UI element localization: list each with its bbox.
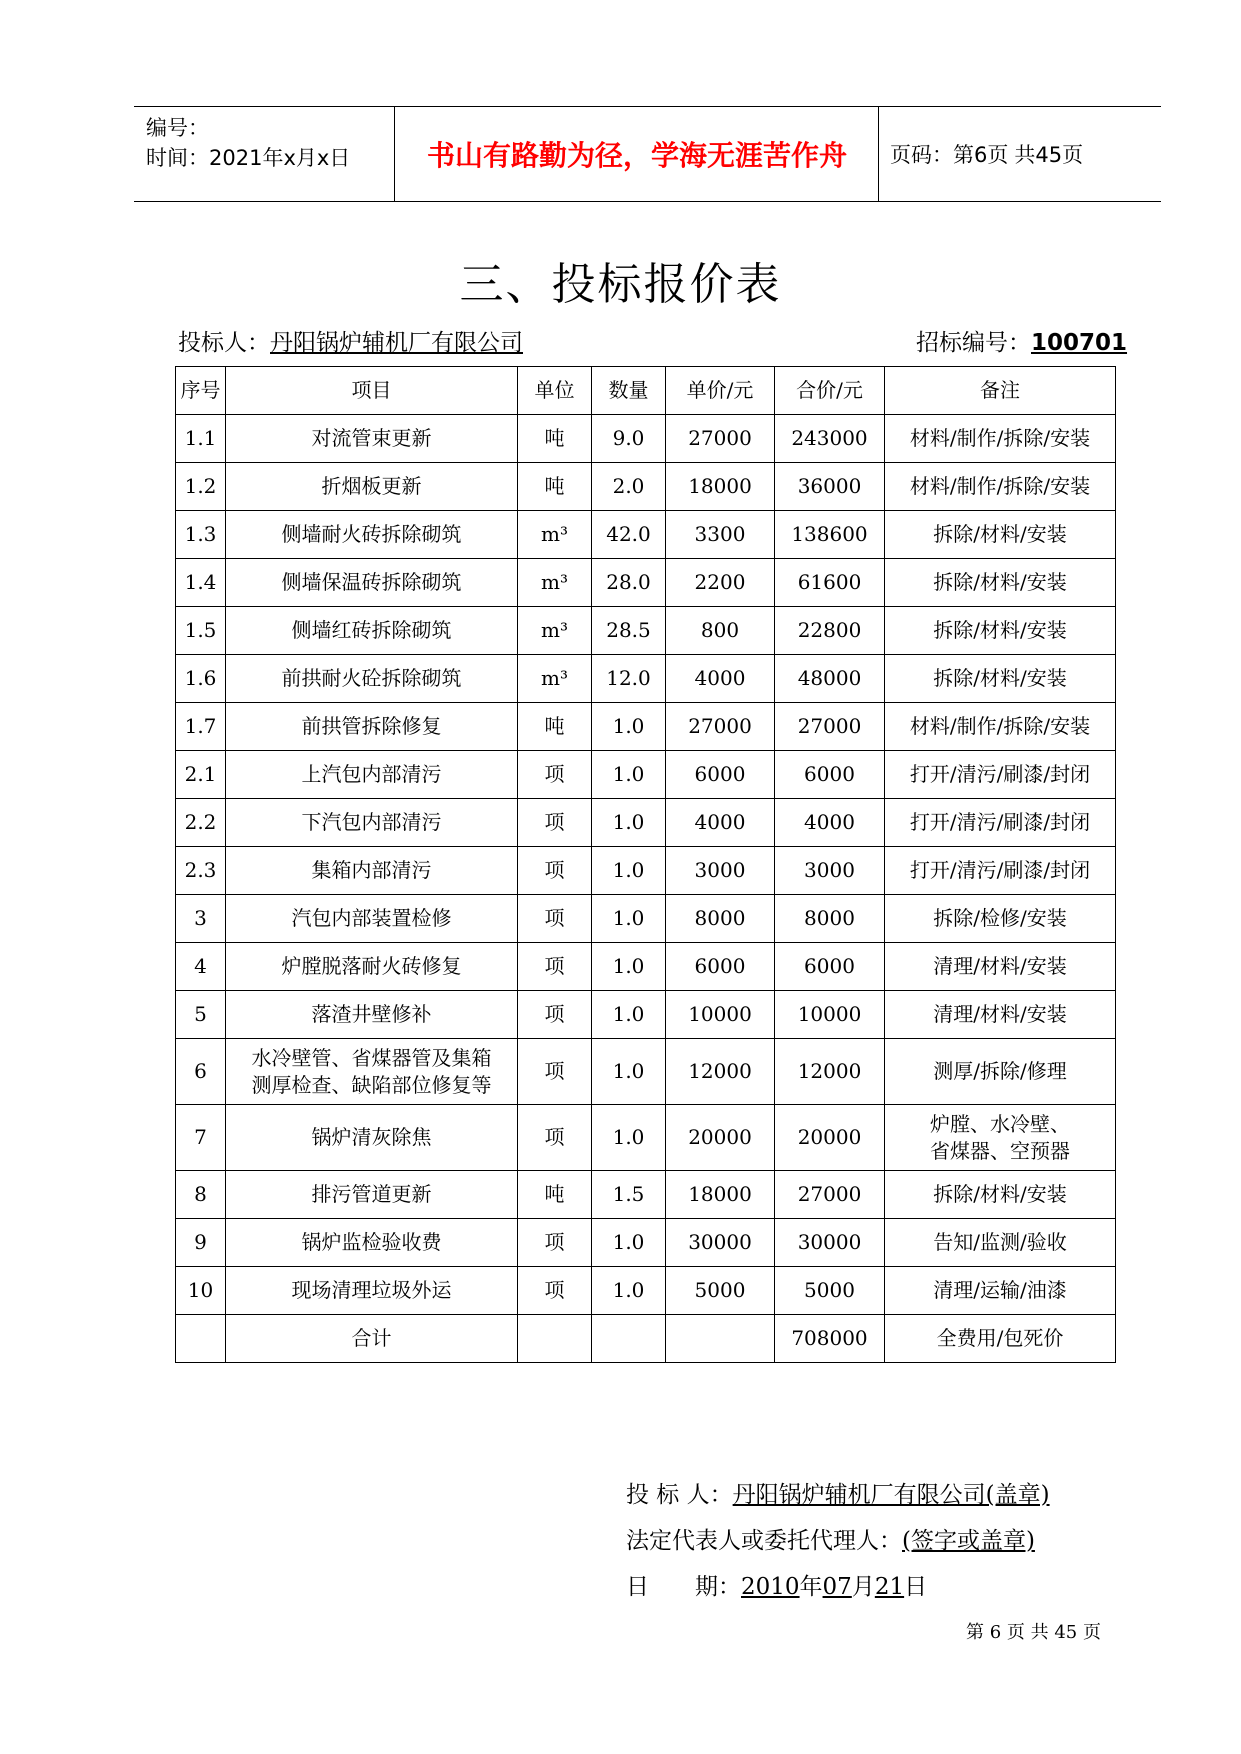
cell-amount: 243000 xyxy=(775,415,885,463)
cell-unit: 项 xyxy=(518,991,592,1039)
page-footer: 第 6 页 共 45 页 xyxy=(966,1622,1101,1643)
cell-unit: m³ xyxy=(518,655,592,703)
signature-rep-value: (签字或盖章) xyxy=(902,1528,1035,1554)
bidder-label: 投标人： xyxy=(178,330,270,356)
cell-unit: 项 xyxy=(518,847,592,895)
cell-no: 6 xyxy=(176,1039,226,1105)
cell-amount: 48000 xyxy=(775,655,885,703)
cell-unit-price: 18000 xyxy=(666,1171,775,1219)
cell-item: 上汽包内部清污 xyxy=(226,751,518,799)
cell-qty: 1.0 xyxy=(592,799,666,847)
page-header xyxy=(134,106,1161,202)
cell-qty: 1.5 xyxy=(592,1171,666,1219)
cell-note: 拆除/检修/安装 xyxy=(885,895,1116,943)
cell-note: 打开/清污/刷漆/封闭 xyxy=(885,799,1116,847)
cell-qty: 1.0 xyxy=(592,991,666,1039)
cell-note: 拆除/材料/安装 xyxy=(885,655,1116,703)
cell-item: 对流管束更新 xyxy=(226,415,518,463)
cell-note-line: 省煤器、空预器 xyxy=(930,1138,1070,1163)
cell-note: 拆除/材料/安装 xyxy=(885,511,1116,559)
cell-amount: 22800 xyxy=(775,607,885,655)
bidder-line xyxy=(178,324,523,357)
total-pages-label: 共45页 xyxy=(1014,143,1084,167)
cell-unit: 项 xyxy=(518,799,592,847)
cell-amount: 36000 xyxy=(775,463,885,511)
cell-unit-price: 2200 xyxy=(666,559,775,607)
table-row xyxy=(176,1171,1116,1219)
cell-amount: 6000 xyxy=(775,751,885,799)
cell-item: 侧墙保温砖拆除砌筑 xyxy=(226,559,518,607)
column-header: 项目 xyxy=(226,367,518,415)
signature-date-line xyxy=(626,1568,927,1601)
table-row xyxy=(176,799,1116,847)
cell-no: 2.2 xyxy=(176,799,226,847)
column-header: 序号 xyxy=(176,367,226,415)
total-label: 合计 xyxy=(226,1315,518,1363)
cell-amount: 20000 xyxy=(775,1105,885,1171)
cell-unit-price: 5000 xyxy=(666,1267,775,1315)
table-row xyxy=(176,703,1116,751)
cell-no: 7 xyxy=(176,1105,226,1171)
cell-item: 前拱耐火砼拆除砌筑 xyxy=(226,655,518,703)
table-row xyxy=(176,751,1116,799)
column-header: 单价/元 xyxy=(666,367,775,415)
cell-qty: 1.0 xyxy=(592,703,666,751)
table-row xyxy=(176,847,1116,895)
cell-unit: 项 xyxy=(518,1105,592,1171)
table-row xyxy=(176,1219,1116,1267)
total-note: 全费用/包死价 xyxy=(885,1315,1116,1363)
cell-qty: 1.0 xyxy=(592,751,666,799)
cell-unit: 项 xyxy=(518,1267,592,1315)
cell-qty: 28.5 xyxy=(592,607,666,655)
cell-item: 集箱内部清污 xyxy=(226,847,518,895)
cell-amount: 10000 xyxy=(775,991,885,1039)
cell-item-line: 测厚检查、缺陷部位修复等 xyxy=(251,1072,492,1097)
cell-item: 汽包内部装置检修 xyxy=(226,895,518,943)
cell-qty: 2.0 xyxy=(592,463,666,511)
cell-unit: 吨 xyxy=(518,415,592,463)
signature-bidder-line xyxy=(626,1476,1050,1509)
signature-rep-line xyxy=(626,1522,1035,1555)
signature-month-unit: 月 xyxy=(851,1574,875,1600)
cell-item: 侧墙耐火砖拆除砌筑 xyxy=(226,511,518,559)
table-row xyxy=(176,655,1116,703)
header-divider xyxy=(394,107,395,201)
table-row xyxy=(176,511,1116,559)
signature-bidder-value: 丹阳锅炉辅机厂有限公司(盖章) xyxy=(732,1482,1050,1508)
cell-unit-price: 8000 xyxy=(666,895,775,943)
cell-no xyxy=(176,1315,226,1363)
cell-note: 拆除/材料/安装 xyxy=(885,607,1116,655)
cell-unit xyxy=(518,1315,592,1363)
cell-item: 锅炉清灰除焦 xyxy=(226,1105,518,1171)
table-row xyxy=(176,607,1116,655)
page-label: 页码：第6页 xyxy=(890,143,1009,167)
cell-unit-price: 6000 xyxy=(666,751,775,799)
cell-qty: 1.0 xyxy=(592,847,666,895)
signature-rep-label: 法定代表人或委托代理人： xyxy=(626,1528,902,1554)
cell-item: 排污管道更新 xyxy=(226,1171,518,1219)
cell-item xyxy=(226,1039,518,1105)
cell-note: 告知/监测/验收 xyxy=(885,1219,1116,1267)
cell-qty: 1.0 xyxy=(592,1105,666,1171)
cell-qty: 9.0 xyxy=(592,415,666,463)
cell-amount: 8000 xyxy=(775,895,885,943)
column-header: 数量 xyxy=(592,367,666,415)
cell-item: 折烟板更新 xyxy=(226,463,518,511)
cell-unit-price: 4000 xyxy=(666,655,775,703)
cell-item: 落渣井壁修补 xyxy=(226,991,518,1039)
cell-qty: 42.0 xyxy=(592,511,666,559)
column-header: 合价/元 xyxy=(775,367,885,415)
cell-note: 拆除/材料/安装 xyxy=(885,1171,1116,1219)
table-row xyxy=(176,1039,1116,1105)
cell-no: 2.3 xyxy=(176,847,226,895)
cell-no: 8 xyxy=(176,1171,226,1219)
cell-item: 下汽包内部清污 xyxy=(226,799,518,847)
cell-note: 材料/制作/拆除/安装 xyxy=(885,415,1116,463)
time-label: 时间：2021年x月x日 xyxy=(146,146,351,170)
signature-month: 07 xyxy=(822,1574,852,1600)
cell-unit: m³ xyxy=(518,511,592,559)
cell-unit-price: 10000 xyxy=(666,991,775,1039)
cell-note: 材料/制作/拆除/安装 xyxy=(885,703,1116,751)
signature-year: 2010 xyxy=(741,1574,800,1600)
cell-amount: 6000 xyxy=(775,943,885,991)
cell-note: 打开/清污/刷漆/封闭 xyxy=(885,751,1116,799)
cell-unit-price xyxy=(666,1315,775,1363)
cell-unit-price: 6000 xyxy=(666,943,775,991)
column-header: 单位 xyxy=(518,367,592,415)
table-row xyxy=(176,943,1116,991)
signature-bidder-label: 投 标 人： xyxy=(626,1482,733,1508)
cell-unit: m³ xyxy=(518,607,592,655)
table-row xyxy=(176,1105,1116,1171)
cell-note: 材料/制作/拆除/安装 xyxy=(885,463,1116,511)
column-header: 备注 xyxy=(885,367,1116,415)
cell-amount: 61600 xyxy=(775,559,885,607)
cell-qty: 12.0 xyxy=(592,655,666,703)
table-header-row xyxy=(176,367,1116,415)
signature-year-unit: 年 xyxy=(799,1574,823,1600)
cell-item: 锅炉监检验收费 xyxy=(226,1219,518,1267)
cell-item-line: 水冷壁管、省煤器管及集箱 xyxy=(251,1045,492,1070)
cell-no: 1.4 xyxy=(176,559,226,607)
cell-qty: 1.0 xyxy=(592,1039,666,1105)
cell-no: 1.3 xyxy=(176,511,226,559)
cell-unit: 项 xyxy=(518,751,592,799)
cell-qty: 1.0 xyxy=(592,1267,666,1315)
cell-item: 现场清理垃圾外运 xyxy=(226,1267,518,1315)
cell-unit: m³ xyxy=(518,559,592,607)
cell-amount: 4000 xyxy=(775,799,885,847)
signature-date-label: 日 期： xyxy=(626,1574,741,1600)
cell-unit-price: 27000 xyxy=(666,415,775,463)
total-amount: 708000 xyxy=(775,1315,885,1363)
cell-note: 测厚/拆除/修理 xyxy=(885,1039,1116,1105)
cell-amount: 27000 xyxy=(775,1171,885,1219)
cell-no: 1.6 xyxy=(176,655,226,703)
cell-unit: 项 xyxy=(518,1219,592,1267)
cell-amount: 27000 xyxy=(775,703,885,751)
cell-note xyxy=(885,1105,1116,1171)
signature-day: 21 xyxy=(874,1574,905,1600)
signature-day-unit: 日 xyxy=(904,1574,928,1600)
cell-unit: 吨 xyxy=(518,463,592,511)
cell-no: 1.5 xyxy=(176,607,226,655)
table-row xyxy=(176,1267,1116,1315)
cell-amount: 3000 xyxy=(775,847,885,895)
cell-item: 前拱管拆除修复 xyxy=(226,703,518,751)
cell-no: 5 xyxy=(176,991,226,1039)
cell-unit-price: 4000 xyxy=(666,799,775,847)
cell-amount: 5000 xyxy=(775,1267,885,1315)
cell-amount: 12000 xyxy=(775,1039,885,1105)
table-row xyxy=(176,895,1116,943)
cell-no: 1.1 xyxy=(176,415,226,463)
cell-unit-price: 27000 xyxy=(666,703,775,751)
cell-note: 清理/材料/安装 xyxy=(885,943,1116,991)
number-label: 编号： xyxy=(146,116,209,140)
table-row xyxy=(176,415,1116,463)
cell-unit: 项 xyxy=(518,895,592,943)
cell-qty: 1.0 xyxy=(592,895,666,943)
cell-no: 1.7 xyxy=(176,703,226,751)
cell-note-line: 炉膛、水冷壁、 xyxy=(930,1111,1070,1136)
cell-no: 1.2 xyxy=(176,463,226,511)
cell-qty: 1.0 xyxy=(592,1219,666,1267)
cell-note: 打开/清污/刷漆/封闭 xyxy=(885,847,1116,895)
cell-note: 清理/材料/安装 xyxy=(885,991,1116,1039)
cell-unit-price: 20000 xyxy=(666,1105,775,1171)
cell-unit-price: 12000 xyxy=(666,1039,775,1105)
cell-no: 10 xyxy=(176,1267,226,1315)
cell-note: 清理/运输/油漆 xyxy=(885,1267,1116,1315)
cell-qty: 28.0 xyxy=(592,559,666,607)
cell-no: 3 xyxy=(176,895,226,943)
cell-unit: 吨 xyxy=(518,1171,592,1219)
cell-qty: 1.0 xyxy=(592,943,666,991)
cell-unit-price: 18000 xyxy=(666,463,775,511)
table-total-row xyxy=(176,1315,1116,1363)
cell-unit-price: 30000 xyxy=(666,1219,775,1267)
cell-qty xyxy=(592,1315,666,1363)
cell-note: 拆除/材料/安装 xyxy=(885,559,1116,607)
header-divider xyxy=(878,107,879,201)
cell-unit: 项 xyxy=(518,943,592,991)
header-page-info xyxy=(890,107,1089,201)
cell-unit-price: 3000 xyxy=(666,847,775,895)
cell-amount: 138600 xyxy=(775,511,885,559)
header-motto: 书山有路勤为径，学海无涯苦作舟 xyxy=(426,139,847,172)
cell-item: 侧墙红砖拆除砌筑 xyxy=(226,607,518,655)
cell-unit: 吨 xyxy=(518,703,592,751)
bid-number-label: 招标编号： xyxy=(916,330,1031,356)
bid-number: 100701 xyxy=(1031,330,1128,356)
cell-unit-price: 3300 xyxy=(666,511,775,559)
table-row xyxy=(176,463,1116,511)
table-row xyxy=(176,991,1116,1039)
cell-amount: 30000 xyxy=(775,1219,885,1267)
cell-no: 4 xyxy=(176,943,226,991)
cell-item: 炉膛脱落耐火砖修复 xyxy=(226,943,518,991)
bid-number-line xyxy=(916,324,1127,357)
cell-unit-price: 800 xyxy=(666,607,775,655)
cell-unit: 项 xyxy=(518,1039,592,1105)
cell-no: 2.1 xyxy=(176,751,226,799)
page-title: 三、投标报价表 xyxy=(459,259,782,310)
cell-no: 9 xyxy=(176,1219,226,1267)
bidder-name: 丹阳锅炉辅机厂有限公司 xyxy=(270,330,523,356)
table-row xyxy=(176,559,1116,607)
quote-table xyxy=(175,366,1116,1363)
